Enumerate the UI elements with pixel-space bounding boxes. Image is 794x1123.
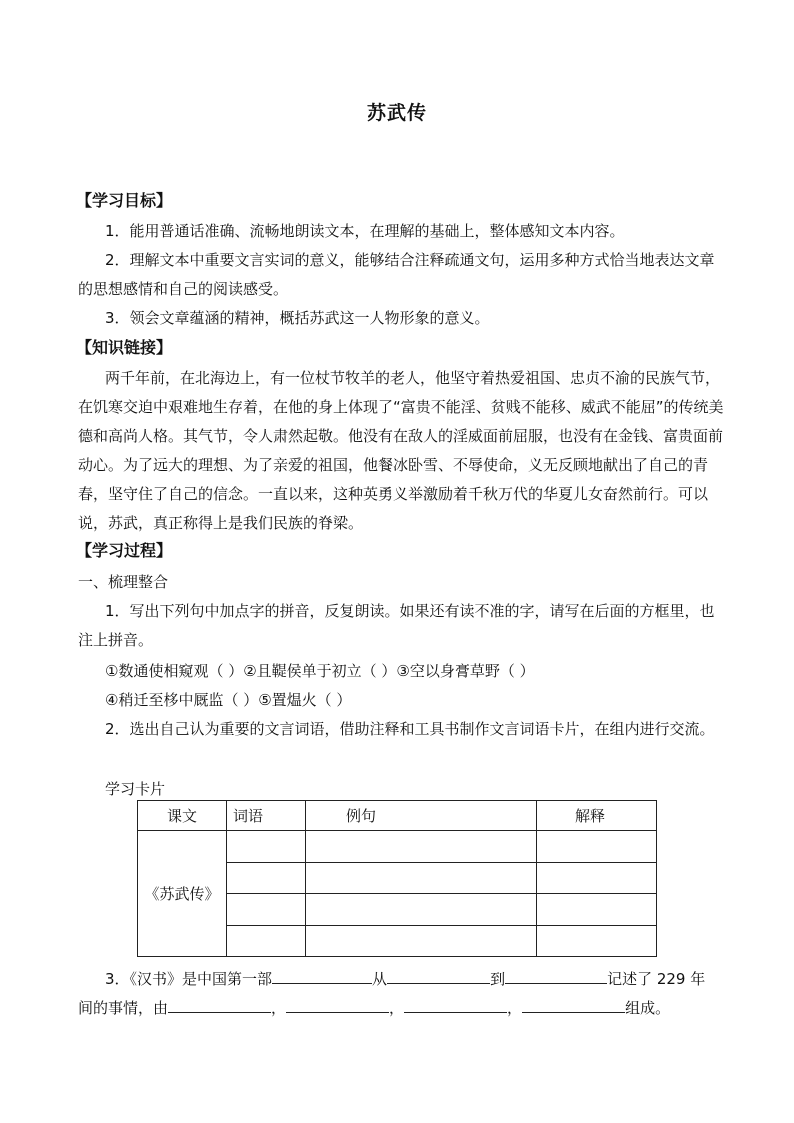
blank-1[interactable] (272, 968, 372, 984)
goal-item-3: 3．领会文章蕴涵的精神，概括苏武这一人物形象的意义。 (105, 309, 490, 327)
blank-7[interactable] (522, 997, 625, 1013)
subsection-title: 一、梳理整合 (78, 573, 169, 591)
q3-text-4: 记述了 229 年 (607, 970, 706, 988)
text-title-cell: 《苏武传》 (138, 831, 227, 957)
example-cell[interactable] (306, 831, 537, 863)
explanation-cell[interactable] (537, 925, 657, 957)
pinyin-line-1: ①数通使相窥观（ ）②且鞮侯单于初立（ ）③空以身膏草野（ ） (105, 662, 535, 680)
q3-text-2: 从 (372, 970, 388, 988)
explanation-cell[interactable] (537, 862, 657, 894)
explanation-cell[interactable] (537, 831, 657, 863)
goal-item-2: 2．理解文本中重要文言实词的意义，能够结合注释疏通文句，运用多种方式恰当地表达文章的思想感情和自己的阅读感受。 (78, 251, 715, 298)
word-cell[interactable] (227, 925, 306, 957)
header-text: 课文 (138, 801, 227, 831)
example-cell[interactable] (306, 862, 537, 894)
blank-4[interactable] (168, 997, 271, 1013)
q3-text-6: 组成。 (625, 999, 671, 1017)
word-cell[interactable] (227, 831, 306, 863)
blank-2[interactable] (387, 968, 490, 984)
header-example: 例句 (306, 801, 537, 831)
q3-sep-3: ， (507, 999, 523, 1017)
header-explanation: 解释 (537, 801, 657, 831)
table-header-row (138, 801, 657, 831)
question-3-line-2 (78, 997, 670, 1018)
question-1: 1．写出下列句中加点字的拼音，反复朗读。如果还有读不准的字，请写在后面的方框里，也注上拼音。 (78, 602, 715, 649)
example-cell[interactable] (306, 925, 537, 957)
word-cell[interactable] (227, 894, 306, 926)
q3-sep-1: ， (271, 999, 287, 1017)
study-card-table (137, 800, 657, 957)
word-cell[interactable] (227, 862, 306, 894)
q3-text-1: 3．《汉书》是中国第一部 (105, 970, 273, 988)
blank-6[interactable] (404, 997, 507, 1013)
section-heading-knowledge-link: 【知识链接】 (76, 338, 173, 357)
section-heading-learning-goals: 【学习目标】 (76, 191, 173, 210)
page-title: 苏武传 (366, 102, 427, 124)
goal-item-1: 1．能用普通话准确、流畅地朗读文本，在理解的基础上，整体感知文本内容。 (105, 222, 625, 240)
explanation-cell[interactable] (537, 894, 657, 926)
example-cell[interactable] (306, 894, 537, 926)
blank-5[interactable] (286, 997, 389, 1013)
q3-sep-2: ， (389, 999, 405, 1017)
pinyin-line-2: ④稍迁至栘中厩监（ ）⑤置煴火（ ） (105, 691, 352, 709)
knowledge-paragraph: 两千年前，在北海边上，有一位杖节牧羊的老人，他坚守着热爱祖国、忠贞不渝的民族气节，在饥寒交迫中艰难地生存着，在他的身上体现了“富贵不能淫、贫贱不能移、威武不能屈”的传统美德和高尚人格。其气节，令人肃然起敬。他没有在敌人的淫威面前屈服，也没有在金钱、富贵面前动心。为了远大的理想、为了亲爱的祖国，他餐冰卧雪、不辱使命，义无反顾地献出了自己的青春，坚守住了自己的信念。一直以来，这种英勇义举激励着千秋万代的华夏儿女奋然前行。可以说，苏武，真正称得上是我们民族的脊梁。 (78, 369, 724, 532)
section-heading-learning-process: 【学习过程】 (76, 541, 173, 560)
question-2: 2．选出自己认为重要的文言词语，借助注释和工具书制作文言词语卡片，在组内进行交流。 (105, 720, 715, 738)
table-row (138, 831, 657, 863)
header-word: 词语 (227, 801, 306, 831)
question-3-line-1 (105, 968, 705, 989)
q3-text-5: 间的事情，由 (78, 999, 169, 1017)
blank-3[interactable] (505, 968, 607, 984)
q3-text-3: 到 (490, 970, 506, 988)
card-label: 学习卡片 (105, 780, 166, 798)
